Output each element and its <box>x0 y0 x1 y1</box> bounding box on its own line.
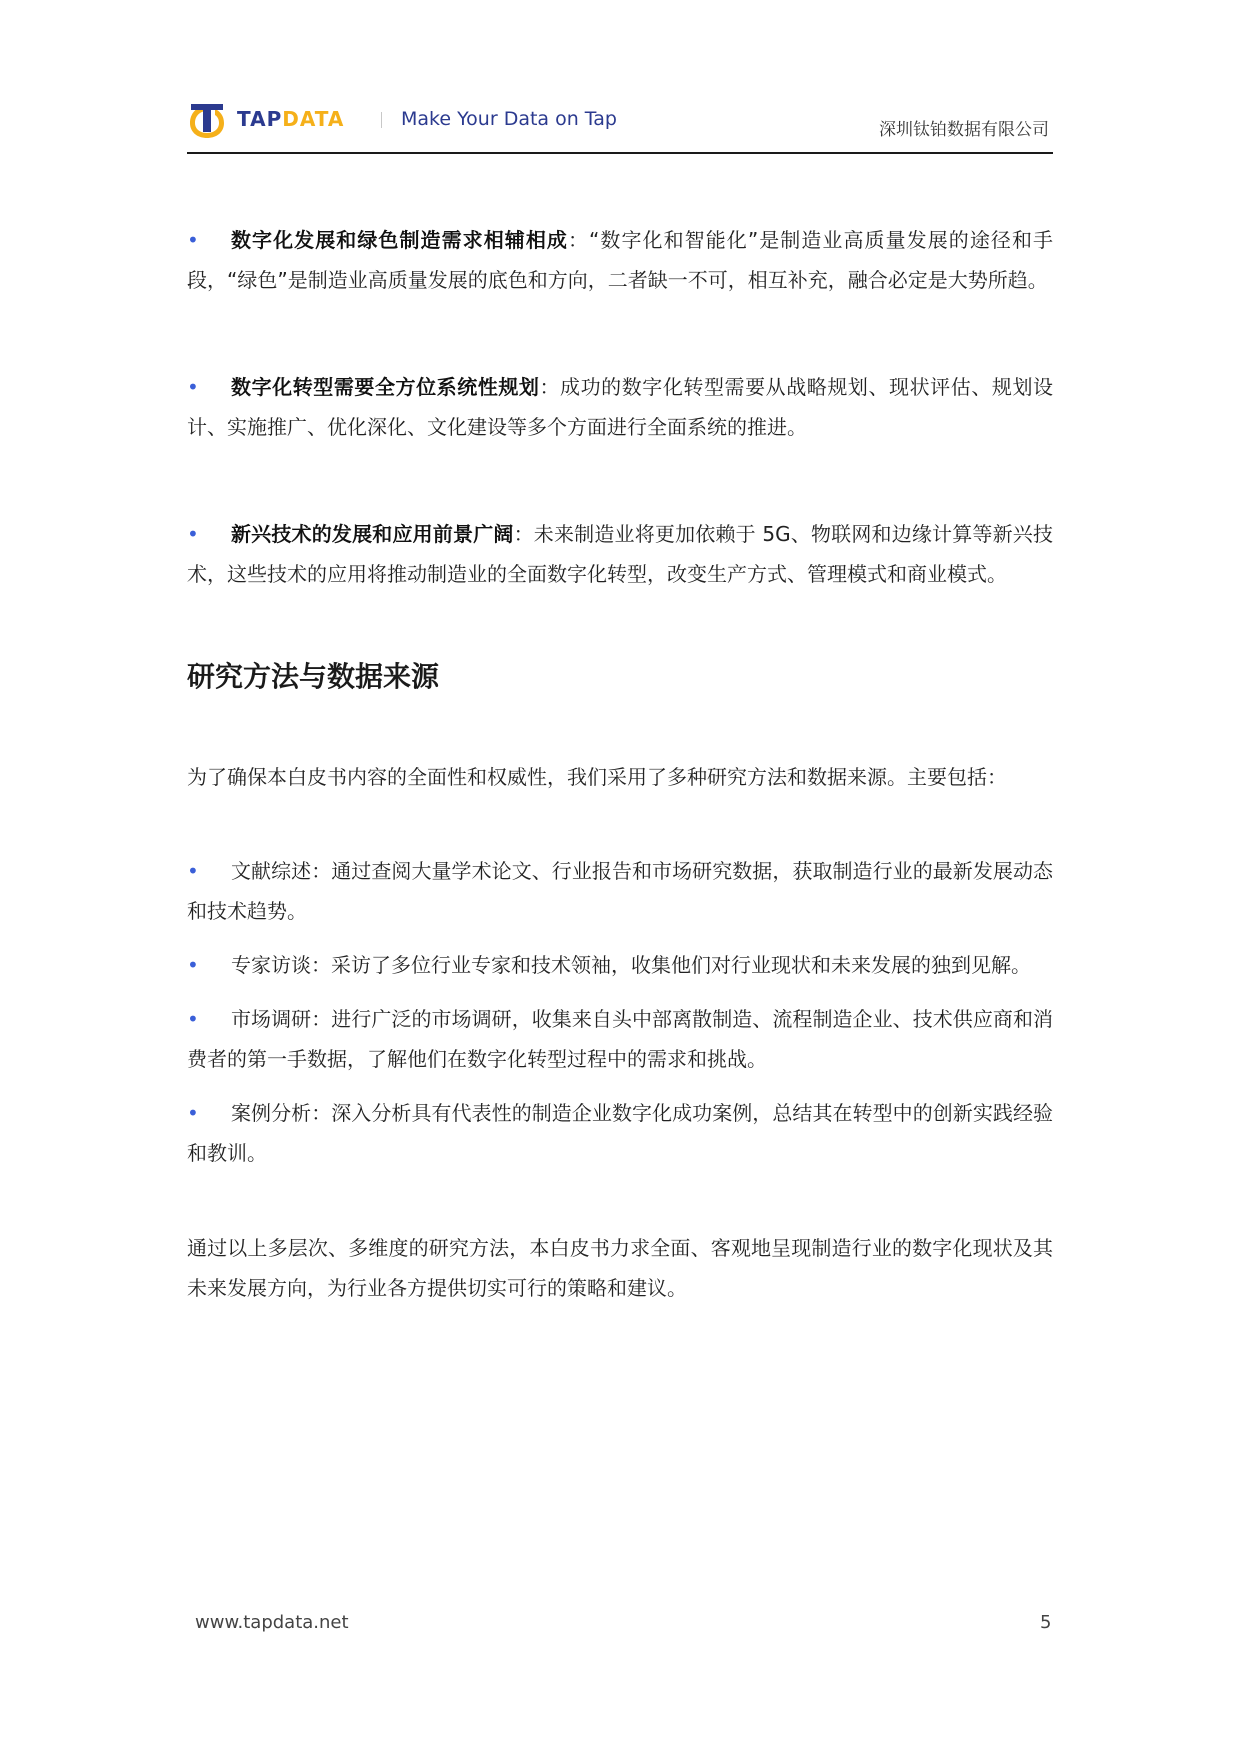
bullet-text: ：成功的数字化转型需要从战略规划、现状评估、规划设计、实施推广、优化深化、文化建设等多个方面进行全面系统的推进。 <box>187 375 1054 439</box>
page-content <box>187 220 1053 1308</box>
bullet-icon: • <box>187 228 199 252</box>
bullet-icon: • <box>187 1007 199 1031</box>
bullet-title: 数字化发展和绿色制造需求相辅相成 <box>231 228 568 252</box>
brand-slogan: Make Your Data on Tap <box>401 108 617 130</box>
bullet-text: ：未来制造业将更加依赖于 5G、物联网和边缘计算等新兴技术，这些技术的应用将推动制造业的全面数字化转型，改变生产方式、管理模式和商业模式。 <box>187 522 1053 586</box>
section-title: 研究方法与数据来源 <box>187 660 440 693</box>
list-item: • 专家访谈：采访了多位行业专家和技术领袖，收集他们对行业现状和未来发展的独到见解。 <box>187 945 1053 985</box>
header-divider <box>381 112 382 128</box>
bullet-icon: • <box>187 859 199 883</box>
tapdata-logo-icon <box>187 102 227 140</box>
bullet-icon: • <box>187 375 199 399</box>
footer-url: www.tapdata.net <box>195 1612 349 1633</box>
list-item <box>187 514 1053 594</box>
bullet-icon: • <box>187 522 199 546</box>
intro-paragraph: 为了确保本白皮书内容的全面性和权威性，我们采用了多种研究方法和数据来源。主要包括： <box>187 765 1007 789</box>
bullet-icon: • <box>187 953 199 977</box>
bullet-icon: • <box>187 1101 199 1125</box>
page-header <box>187 98 1053 154</box>
bullet-title: 数字化转型需要全方位系统性规划 <box>231 375 540 399</box>
brand-wordmark: TAPDATA <box>237 107 345 131</box>
list-item <box>187 367 1053 447</box>
bullet-text: ：“数字化和智能化”是制造业高质量发展的途径和手段，“绿色”是制造业高质量发展的底色和方向，二者缺一不可，相互补充，融合必定是大势所趋。 <box>187 228 1053 292</box>
conclusion-paragraph: 通过以上多层次、多维度的研究方法，本白皮书力求全面、客观地呈现制造行业的数字化现状及其未来发展方向，为行业各方提供切实可行的策略和建议。 <box>187 1236 1053 1300</box>
list-item: • 案例分析：深入分析具有代表性的制造企业数字化成功案例，总结其在转型中的创新实践经验和教训。 <box>187 1093 1053 1173</box>
list-item: • 文献综述：通过查阅大量学术论文、行业报告和市场研究数据，获取制造行业的最新发展动态和技术趋势。 <box>187 851 1053 931</box>
bullet-title: 新兴技术的发展和应用前景广阔 <box>231 522 514 546</box>
list-item <box>187 220 1053 300</box>
company-name: 深圳钛铂数据有限公司 <box>879 120 1049 140</box>
page-number: 5 <box>1040 1612 1052 1633</box>
list-item: • 市场调研：进行广泛的市场调研，收集来自头中部离散制造、流程制造企业、技术供应商和消费者的第一手数据，了解他们在数字化转型过程中的需求和挑战。 <box>187 999 1053 1079</box>
